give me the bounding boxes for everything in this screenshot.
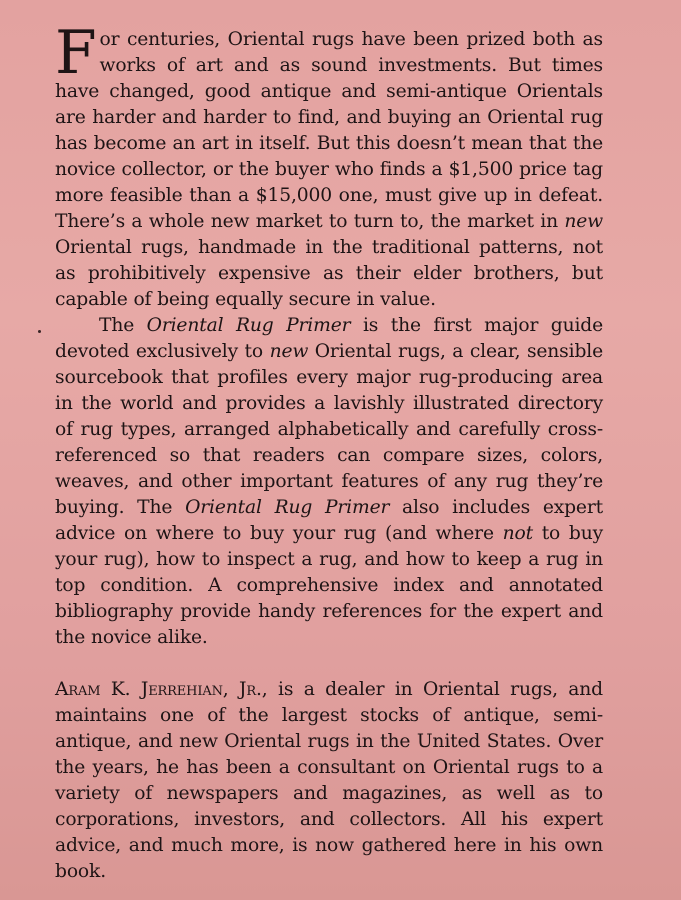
author-name: Aram K. Jerrehian, Jr.: [55, 679, 262, 700]
primer-paragraph: [55, 313, 603, 651]
primer-text-e: to buy your rug), how to inspect a rug, and how to keep a rug in top condition. A comprehensive index and annotated bibliography provide handy references for the expert and the novice alike.: [55, 523, 603, 648]
intro-paragraph: [55, 18, 603, 313]
primer-text-c: Oriental rugs, a clear, sensible sourcebook that profiles every major rug-producing area in the world and provides a lavishly illustrated directory of rug types, arranged alphabetically and carefully cross-referenced so that readers can compare sizes, colors, weaves, and other important features of any rug they’re buying. The: [55, 341, 603, 518]
primer-text-a: The: [99, 315, 147, 336]
primer-italic-not: not: [502, 523, 533, 544]
book-title-italic-2: Oriental Rug Primer: [185, 497, 390, 518]
jacket-copy: [55, 18, 604, 885]
author-bio-paragraph: [55, 677, 603, 885]
book-title-italic: Oriental Rug Primer: [146, 315, 351, 336]
intro-italic-new: new: [564, 211, 603, 232]
intro-text: or centuries, Oriental rugs have been prized both as works of art and as sound investments. But times have changed, good antique and semi-antique Orientals are harder and harder to find, and buying an Oriental rug has become an art in itself. But this doesn’t mean that the novice collector, or the buyer who finds a $1,500 price tag more feasible than a $15,000 one, must give up in defeat. There’s a whole new market to turn to, the market in: [55, 29, 603, 232]
intro-text-end: Oriental rugs, handmade in the traditional patterns, not as prohibitively expensive as their elder brothers, but capable of being equally secure in value.: [55, 237, 603, 310]
primer-text-b: is the first major guide devoted exclusively to: [55, 315, 604, 362]
drop-cap-letter: F: [55, 18, 97, 88]
stray-dot-mark: [38, 330, 41, 333]
primer-text-d: also includes expert advice on where to buy your rug (and where: [55, 497, 603, 544]
author-bio-text: , is a dealer in Oriental rugs, and maintains one of the largest stocks of antique, semi-antique, and new Oriental rugs in the United States. Over the years, he has been a consultant on Oriental rugs to a variety of newspapers and magazines, as well as to corporations, investors, and collectors. All his expert advice, and much more, is now gathered here in his own book.: [55, 679, 603, 882]
primer-italic-new: new: [269, 341, 309, 362]
